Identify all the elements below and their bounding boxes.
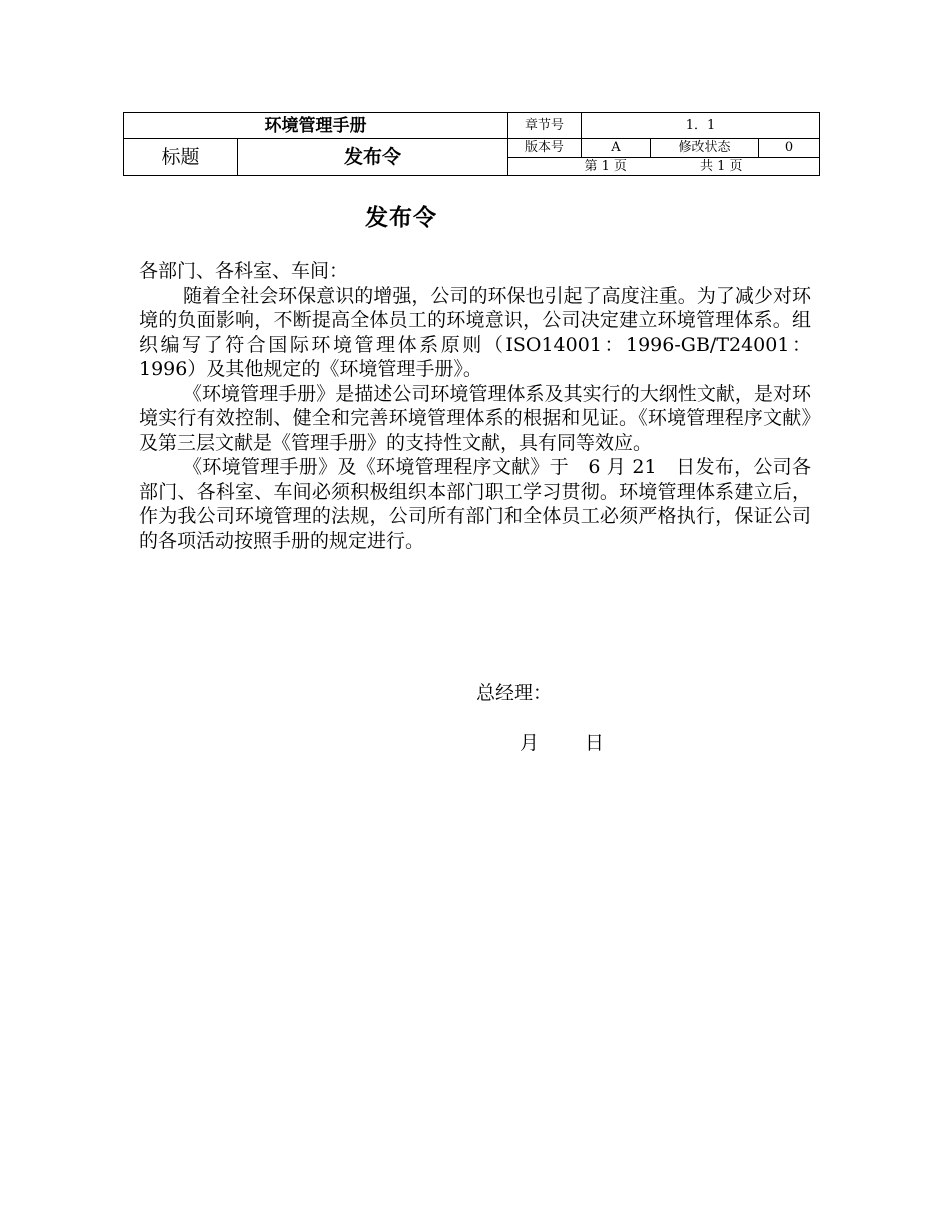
revision-value: 0 — [759, 139, 820, 158]
manual-title: 环境管理手册 — [124, 113, 508, 139]
chapter-label: 章节号 — [508, 113, 582, 139]
chapter-value: 1．1 — [582, 113, 820, 139]
version-value: A — [582, 139, 651, 158]
day-label: 日 — [585, 732, 605, 754]
month-label: 月 — [520, 732, 540, 754]
version-label: 版本号 — [508, 139, 582, 158]
document-body — [139, 259, 811, 553]
paragraph-1: 随着全社会环保意识的增强，公司的环保也引起了高度注重。为了减少对环境的负面影响，不断提高全体员工的环境意识，公司决定建立环境管理体系。组织编写了符合国际环境管理体系原则（ISO14001：1996-GB/T24001：1996）及其他规定的《环境管理手册》。 — [139, 284, 811, 380]
date-line — [520, 730, 604, 756]
salutation: 各部门、各科室、车间： — [139, 260, 349, 282]
subject-value: 发布令 — [238, 139, 508, 176]
signature-label: 总经理： — [476, 682, 553, 704]
page-total: 共 1 页 — [700, 158, 743, 174]
revision-label: 修改状态 — [651, 139, 759, 158]
paragraph-3: 《环境管理手册》及《环境管理程序文献》于 6 月 21 日发布，公司各部门、各科室、车间必须积极组织本部门职工学习贯彻。环境管理体系建立后，作为我公司环境管理的法规，公司所有部门和全体员工必须严格执行，保证公司的各项活动按照手册的规定进行。 — [139, 456, 811, 552]
subject-label: 标题 — [124, 139, 238, 176]
document-title: 发布令 — [365, 205, 437, 231]
paragraph-2: 《环境管理手册》是描述公司环境管理体系及其实行的大纲性文献，是对环境实行有效控制、健全和完善环境管理体系的根据和见证。《环境管理程序文献》及第三层文献是《管理手册》的支持性文献，具有同等效应。 — [139, 382, 811, 454]
page-info — [508, 158, 820, 176]
header-table — [123, 112, 820, 176]
page-current: 第 1 页 — [584, 158, 628, 174]
